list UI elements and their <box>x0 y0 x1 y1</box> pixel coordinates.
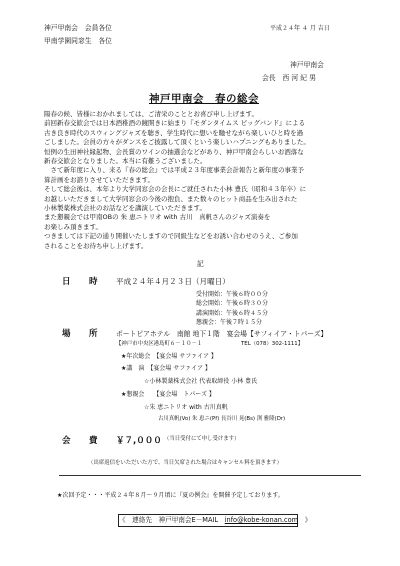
date-value: 平成２４年４月２３日（月曜日） <box>116 277 230 286</box>
body-text <box>44 110 366 251</box>
venue-tel: TEL（078）302-1111】 <box>241 341 304 347</box>
program-party: ★懇親会 【宴会場 トパーズ 】 <box>121 391 215 398</box>
cancel-note: （出席返信をいただいた方で、当日欠席された場合はキャンセル料を頂きます） <box>88 460 282 466</box>
body-line: また懇親会では甲南OBの 朱 恵ニトリオ with 古川 真帆さんのジャズ演奏を <box>44 213 271 222</box>
body-line: お楽しみ頂きます。 <box>44 222 102 231</box>
body-line: お越しいただきまして大学同窓会の今後の抱負、また数々のヒット商品を生み出された <box>44 194 298 203</box>
venue-address: 【神戸市中央区港島町６－１０－１ <box>116 341 203 347</box>
contact-box <box>118 514 312 527</box>
schedule-item: 受付開始：午後６時００分 <box>196 291 269 298</box>
body-line: されることをお待ち申し上げます。 <box>44 241 148 250</box>
body-line: ごしました。会員の方々がダンスをご披露して頂くという楽しいハプニングもありました。 <box>44 138 310 147</box>
lecture-speaker: ☆小林製薬株式会社 代表取締役 小林 豊氏 <box>144 378 258 385</box>
body-line: 恒例の生田神社縁起物、会長賞のワインの抽選会などがあり、神戸甲南会らしいお洒落な <box>44 147 304 156</box>
recipient-members: 神戸甲南会 会員各位 <box>44 24 112 32</box>
schedule-item: 講演開始：午後６時４５分 <box>196 309 269 317</box>
body-line: 前回新春交歓会では日本酒稚酒の鏡開きに始まり『モダンタイムス ビッグバンド』による <box>44 119 306 128</box>
issue-date: 平成２４年 ４ 月 吉日 <box>270 25 330 32</box>
fee-label: 会 費 <box>62 436 103 446</box>
fee-note: （当日受付にて申し受けます） <box>164 436 240 442</box>
body-line: 新春交歓会となりました。本当に有難うございました。 <box>44 157 207 166</box>
program-lecture: ★講 演 【宴会場 サファイア 】 <box>121 365 211 372</box>
ki-heading: 記 <box>197 260 204 268</box>
body-line: 古き良き時代のスウィングジャズを聴き、学生時代に想いを馳せながら楽しいひと時を過 <box>44 128 304 137</box>
body-line: つきましては下記の通り開催いたしますので同級生などをお誘い合わせのうえ、ご参加 <box>44 232 298 241</box>
program-agm: ★年次総会 【宴会場 サファイア 】 <box>121 353 217 360</box>
next-event: ★次回予定・・・平成２４年８月～９月頃に『夏の例会』を開催予定しております。 <box>57 492 284 499</box>
schedule-item: 懇親会：午後７時１５分 <box>196 318 263 326</box>
venue-label: 場 所 <box>62 329 103 339</box>
contact-suffix: 》 <box>298 516 312 524</box>
party-band: ☆朱 恵ニトリオ with 古川真帆 <box>144 404 228 411</box>
body-line: そして総会後は、本年より大学同窓会の会長にご就任された小林 豊氏（昭和４３年卒）に <box>44 185 307 194</box>
body-line: さて新年度に入り、来る『春の総会』では平成２３年度事業会計報告と新年度の事業予 <box>44 166 304 175</box>
body-line: 算計画をお諮りさせていただきます。 <box>44 175 154 184</box>
schedule <box>196 290 268 327</box>
schedule-item: 総会開始：午後６時３０分 <box>196 300 269 308</box>
contact-prefix: 《 連絡先 神戸甲南会E－MAIL <box>119 516 225 524</box>
sender-name: 会長 西 河 紀 男 <box>262 74 317 82</box>
venue-name: ポートピアホテル 南館 地下１階 宴会場【サフィイア・トパーズ】 <box>116 330 328 338</box>
body-line: 陽春の候、皆様におかれましては、ご清栄のこととお喜び申し上げます。 <box>44 110 258 118</box>
divider <box>59 475 361 476</box>
recipient-alumni: 甲南学園同窓生 各位 <box>44 37 112 45</box>
fee-value: ￥７,０００ <box>116 436 162 446</box>
contact-email-link[interactable]: info@kobe-konan.com <box>224 516 299 524</box>
date-label: 日 時 <box>62 277 103 287</box>
body-line: 小林製薬株式会社のお話などを講演していただきます。 <box>44 204 206 213</box>
party-members: 古川真帆(Vo) 朱 恵ニ(Pf) 長谷川 晃(Bs) 渕 雅隆(Dr) <box>158 416 286 422</box>
page-title: 神戸甲南会 春の総会 <box>149 93 259 105</box>
sender-org: 神戸甲南会 <box>290 61 324 69</box>
